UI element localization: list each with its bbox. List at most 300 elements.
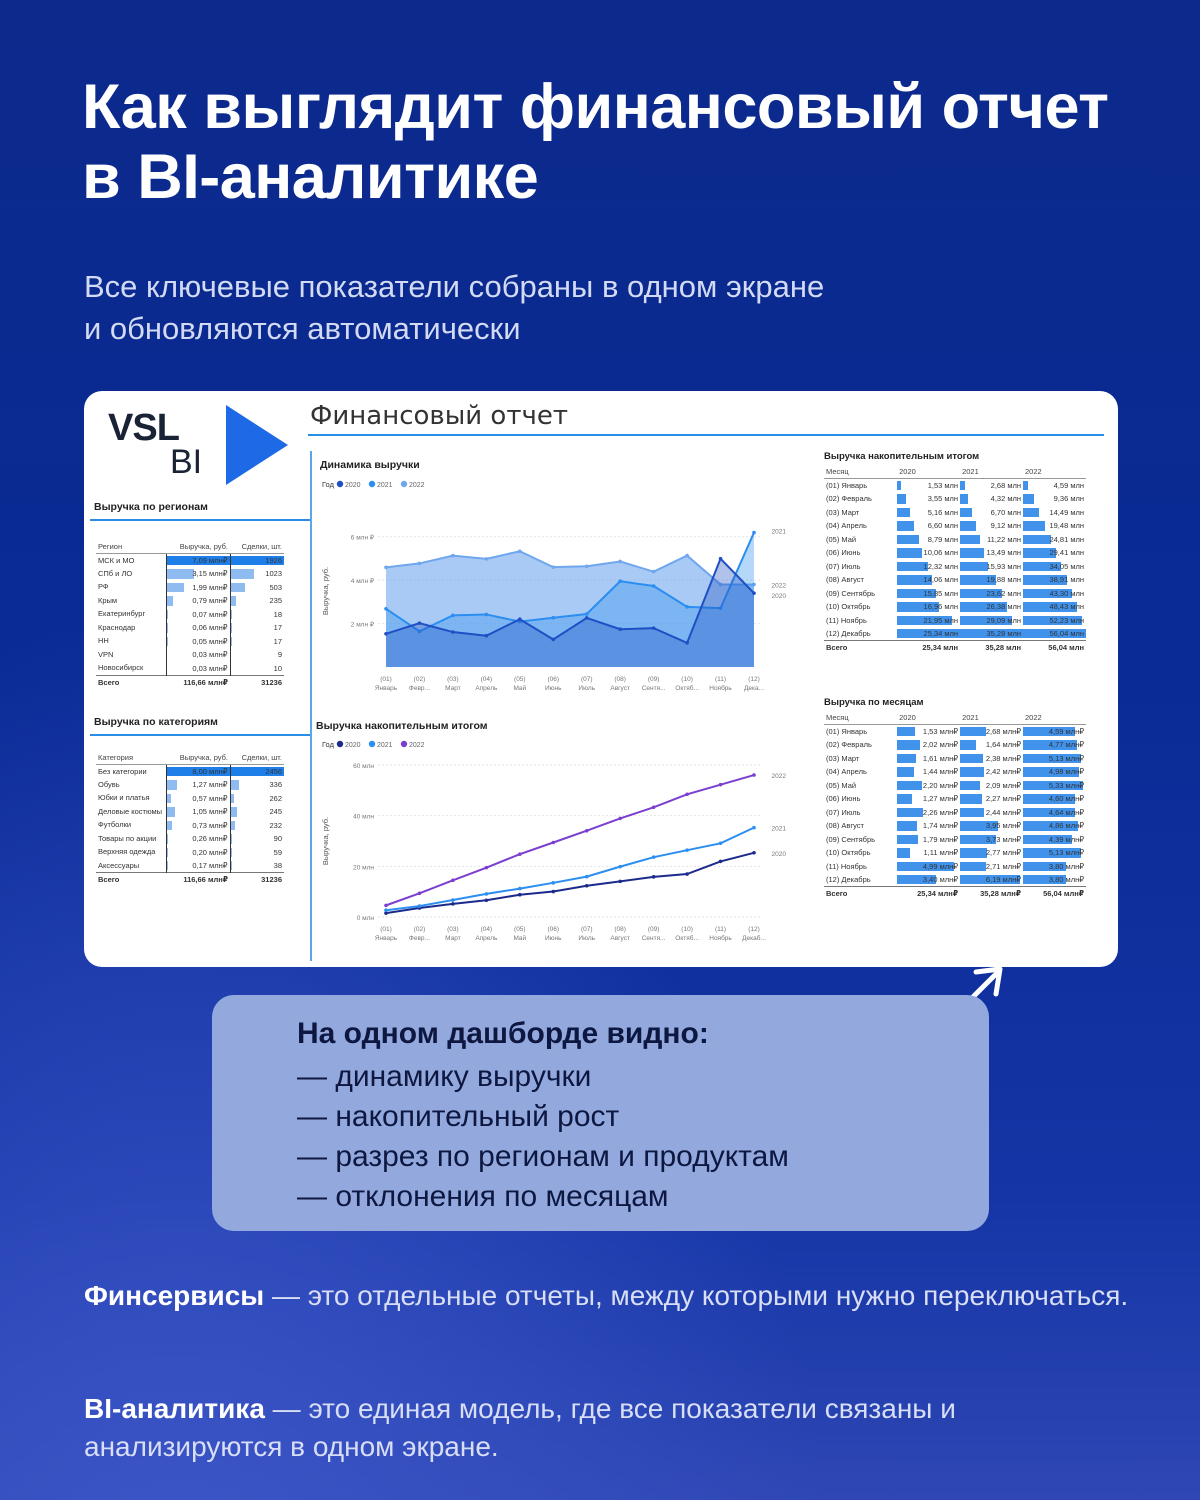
data-point[interactable] (585, 884, 589, 888)
month-label: (01) Январь (826, 727, 868, 736)
legend-label[interactable]: 2021 (377, 482, 393, 489)
data-point[interactable] (485, 557, 489, 561)
x-tick-label: Февр... (408, 935, 430, 942)
page-title-line2: в BI-аналитике (82, 142, 539, 212)
x-tick-number: (01) (380, 926, 392, 933)
data-point[interactable] (618, 579, 622, 583)
value-cell (897, 614, 960, 628)
data-point[interactable] (518, 893, 522, 897)
x-tick-label: Июнь (545, 685, 562, 692)
data-point[interactable] (685, 641, 689, 645)
legend-marker (401, 481, 407, 487)
value-bar (960, 848, 987, 858)
value-cell (897, 587, 960, 601)
value-text: 4,39 млн₽ (1048, 834, 1084, 844)
value-bar (897, 808, 923, 818)
value-text: 13,49 млн (986, 548, 1022, 558)
total-value: 35,28 млн₽ (960, 887, 1023, 901)
value-text: 34,05 млн (1049, 561, 1084, 571)
deals-value: 17 (273, 623, 282, 633)
column-header[interactable]: Категория (96, 751, 166, 765)
series-line-2022 (386, 775, 754, 905)
deals-value: 232 (269, 820, 282, 830)
value-text: 1,53 млн₽ (922, 727, 959, 736)
table-row (824, 492, 1086, 506)
data-point[interactable] (551, 616, 555, 620)
page-title-line1: Как выглядит финансовый отчет (82, 72, 1109, 142)
month-label: (09) Сентябрь (826, 834, 876, 844)
data-point[interactable] (451, 630, 455, 634)
value-bar (897, 727, 915, 736)
month-label: (12) Декабрь (826, 629, 871, 638)
data-point[interactable] (518, 549, 522, 553)
legend-marker (369, 741, 375, 747)
revenue-bar (167, 623, 168, 633)
column-header[interactable]: Месяц (824, 465, 897, 479)
column-header[interactable]: Сделки, шт. (230, 751, 284, 765)
column-header[interactable]: 2022 (1023, 711, 1086, 725)
logo-text-vsl: VSL (108, 407, 179, 449)
data-point[interactable] (652, 584, 656, 588)
value-cell (960, 533, 1023, 547)
row-label: Крым (98, 595, 118, 605)
value-text: 3,55 млн (927, 494, 959, 504)
deals-cell (230, 594, 284, 608)
x-tick-label: Дека... (743, 685, 765, 692)
total-value: 25,34 млн₽ (897, 887, 960, 901)
data-point[interactable] (585, 564, 589, 568)
cumulative-table (824, 465, 1086, 654)
column-header[interactable]: 2021 (960, 711, 1023, 725)
data-point[interactable] (451, 898, 455, 902)
value-cell (897, 573, 960, 587)
data-point[interactable] (518, 852, 522, 856)
column-header[interactable]: 2020 (897, 465, 960, 479)
data-point[interactable] (418, 621, 422, 625)
data-point[interactable] (652, 875, 656, 879)
total-revenue: 116,66 млн₽ (166, 675, 230, 689)
summary-callout (212, 995, 989, 1231)
value-cell (1023, 519, 1086, 533)
table-row (96, 805, 284, 819)
data-point[interactable] (384, 904, 388, 908)
data-point[interactable] (685, 848, 689, 852)
table-row (96, 832, 284, 846)
deals-cell (230, 805, 284, 819)
deals-value: 90 (273, 834, 282, 844)
y-axis-label: Выручка, руб. (321, 816, 330, 866)
data-point[interactable] (551, 881, 555, 885)
row-label: РФ (98, 582, 109, 592)
value-text: 19,48 млн (1049, 521, 1084, 531)
data-point[interactable] (618, 865, 622, 869)
value-text: 2,68 млн (990, 481, 1022, 490)
data-point[interactable] (719, 783, 723, 787)
row-label: Верхняя одежда (98, 847, 156, 857)
value-text: 48,43 млн (1049, 602, 1084, 612)
total-row (96, 675, 284, 689)
deals-value: 336 (269, 780, 282, 790)
callout-list (297, 1057, 789, 1217)
report-title: Финансовый отчет (310, 401, 568, 431)
data-point[interactable] (752, 826, 756, 830)
data-point[interactable] (652, 626, 656, 630)
month-label: (06) Июнь (826, 794, 861, 804)
table-row (96, 765, 284, 779)
data-point[interactable] (752, 591, 756, 595)
revenue-value: 0,07 млн₽ (192, 609, 228, 619)
deals-cell (230, 819, 284, 833)
cumulative-chart-title: Выручка накопительным итогом (316, 720, 488, 732)
data-point[interactable] (752, 531, 756, 535)
value-bar (960, 521, 976, 531)
deals-value: 262 (269, 793, 282, 803)
data-point[interactable] (551, 638, 555, 642)
revenue-bar (167, 569, 195, 579)
row-label: Без категории (98, 766, 147, 776)
subtitle-line2: и обновляются автоматически (84, 311, 521, 346)
value-cell (960, 506, 1023, 520)
table-row (824, 627, 1086, 641)
legend-label[interactable]: 2020 (345, 742, 361, 749)
y-tick-label: 4 млн ₽ (350, 578, 374, 586)
table-row (96, 859, 284, 873)
total-label: Всего (96, 873, 166, 887)
table-row (824, 833, 1086, 847)
x-tick-number: (04) (480, 676, 493, 683)
series-end-label: 2022 (771, 773, 786, 781)
callout-item: — отклонения по месяцам (297, 1180, 669, 1213)
categories-table (96, 751, 284, 886)
regions-table (96, 540, 284, 689)
table-row (824, 479, 1086, 493)
column-header[interactable]: Месяц (824, 711, 897, 725)
column-header[interactable]: 2022 (1023, 465, 1086, 479)
x-tick-number: (03) (447, 926, 459, 933)
revenue-cell (166, 554, 230, 568)
data-point[interactable] (752, 851, 756, 855)
row-label: Футболки (98, 820, 132, 830)
deals-value: 503 (269, 582, 282, 592)
value-cell (960, 560, 1023, 574)
deals-cell (230, 648, 284, 662)
revenue-value: 0,73 млн₽ (192, 820, 228, 830)
value-cell (960, 479, 1023, 493)
legend-title: Год (322, 740, 334, 749)
value-bar (960, 781, 980, 791)
total-deals: 31236 (230, 675, 284, 689)
value-text: 9,12 млн (990, 521, 1022, 531)
x-tick-number: (11) (715, 676, 727, 683)
revenue-cell (166, 567, 230, 581)
value-text: 3,95 млн₽ (985, 821, 1022, 831)
data-point[interactable] (719, 557, 723, 561)
data-point[interactable] (685, 872, 689, 876)
data-point[interactable] (518, 887, 522, 891)
x-tick-label: Июль (578, 685, 596, 692)
row-label: VPN (98, 649, 114, 659)
x-tick-number: (05) (514, 926, 526, 933)
value-text: 5,16 млн (927, 507, 959, 517)
deals-value: 59 (273, 847, 282, 857)
value-cell (960, 873, 1023, 887)
total-row (96, 873, 284, 887)
revenue-bar (167, 807, 175, 817)
value-cell (960, 765, 1023, 779)
data-point[interactable] (518, 617, 522, 621)
regions-title-underline (90, 519, 310, 521)
value-cell (960, 752, 1023, 766)
row-label: НН (98, 636, 109, 646)
data-point[interactable] (618, 817, 622, 821)
x-tick-label: Январь (374, 935, 398, 942)
value-cell (960, 725, 1023, 739)
x-tick-label: Апрель (475, 685, 498, 692)
value-bar (960, 508, 972, 518)
value-cell (960, 819, 1023, 833)
value-cell (897, 806, 960, 820)
row-label: СПб и ЛО (98, 568, 133, 578)
data-point[interactable] (384, 566, 388, 570)
data-point[interactable] (384, 632, 388, 636)
data-point[interactable] (585, 616, 589, 620)
value-cell (960, 860, 1023, 874)
data-point[interactable] (719, 842, 723, 846)
data-point[interactable] (451, 878, 455, 882)
value-bar (960, 740, 976, 750)
deals-value: 1023 (265, 569, 282, 579)
value-bar (897, 781, 922, 791)
deals-bar (231, 780, 240, 790)
finservices-text: — это отдельные отчеты, между которыми нужно переключаться. (264, 1280, 1129, 1311)
callout-item: — разрез по регионам и продуктам (297, 1140, 789, 1173)
series-end-label: 2020 (771, 593, 786, 601)
deals-cell (230, 621, 284, 635)
table-row (824, 560, 1086, 574)
data-point[interactable] (618, 880, 622, 884)
value-cell (897, 860, 960, 874)
play-icon (226, 405, 288, 485)
value-bar (897, 835, 917, 845)
bi-term: BI-аналитика (84, 1393, 265, 1424)
deals-cell (230, 567, 284, 581)
y-tick-label: 6 млн ₽ (350, 534, 374, 542)
column-header[interactable]: Выручка, руб. (166, 751, 230, 765)
value-cell (1023, 600, 1086, 614)
revenue-cell (166, 648, 230, 662)
data-point[interactable] (451, 554, 455, 558)
data-point[interactable] (618, 560, 622, 564)
data-point[interactable] (485, 634, 489, 638)
monthly-table (824, 711, 1086, 900)
data-point[interactable] (384, 908, 388, 912)
logo-text-bi: BI (170, 443, 203, 481)
value-cell (1023, 752, 1086, 766)
data-point[interactable] (618, 627, 622, 631)
value-cell (897, 600, 960, 614)
data-point[interactable] (652, 570, 656, 574)
value-text: 1,44 млн₽ (922, 767, 959, 777)
x-tick-number: (09) (647, 676, 660, 683)
table-row (96, 778, 284, 792)
table-row (824, 600, 1086, 614)
value-cell (1023, 573, 1086, 587)
data-point[interactable] (485, 898, 489, 902)
deals-cell (230, 765, 284, 779)
data-point[interactable] (485, 613, 489, 617)
data-point[interactable] (551, 841, 555, 845)
data-point[interactable] (585, 612, 589, 616)
revenue-value: 0,03 млн₽ (192, 650, 228, 660)
value-bar (960, 535, 980, 545)
revenue-value: 8,00 млн₽ (192, 767, 228, 776)
value-cell (1023, 627, 1086, 641)
data-point[interactable] (752, 773, 756, 777)
legend-label[interactable]: 2020 (345, 482, 361, 489)
data-point[interactable] (585, 829, 589, 833)
finservices-term: Финсервисы (84, 1280, 265, 1311)
deals-cell (230, 581, 284, 595)
value-text: 8,79 млн (927, 534, 959, 544)
month-label: (05) Май (826, 534, 857, 544)
month-label: (02) Февраль (826, 494, 872, 504)
value-cell (897, 479, 960, 493)
value-cell (960, 614, 1023, 628)
row-label: МСК и МО (98, 555, 135, 565)
legend-label[interactable]: 2022 (409, 482, 425, 489)
x-tick-number: (02) (413, 926, 426, 933)
table-row (96, 792, 284, 806)
data-point[interactable] (384, 607, 388, 611)
month-label: (04) Апрель (826, 521, 867, 531)
value-text: 52,23 млн (1049, 615, 1084, 625)
report-title-underline (308, 434, 1104, 436)
table-row (824, 738, 1086, 752)
data-point[interactable] (485, 866, 489, 870)
data-point[interactable] (418, 562, 422, 566)
data-point[interactable] (719, 860, 723, 864)
data-point[interactable] (551, 890, 555, 894)
value-cell (1023, 833, 1086, 847)
value-text: 10,06 млн (923, 548, 959, 558)
x-tick-label: Март (445, 935, 461, 942)
x-tick-label: Ноябрь (709, 935, 732, 942)
legend-label[interactable]: 2021 (377, 742, 393, 749)
revenue-value: 0,05 млн₽ (192, 636, 228, 646)
column-header[interactable]: 2020 (897, 711, 960, 725)
x-tick-label: Март (445, 685, 461, 692)
value-cell (960, 627, 1023, 641)
table-row (96, 819, 284, 833)
deals-cell (230, 662, 284, 676)
table-row (96, 662, 284, 676)
month-label: (07) Июль (826, 807, 861, 817)
value-bar (897, 548, 922, 558)
value-text: 3,80 млн₽ (1048, 861, 1084, 871)
data-point[interactable] (418, 904, 422, 908)
value-text: 2,27 млн₽ (985, 794, 1022, 804)
data-point[interactable] (551, 565, 555, 569)
value-text: 3,40 млн₽ (922, 875, 959, 884)
value-bar (897, 794, 912, 804)
data-point[interactable] (685, 793, 689, 797)
value-bar (960, 794, 982, 804)
total-row (824, 887, 1086, 901)
data-point[interactable] (418, 891, 422, 895)
month-label: (08) Август (826, 575, 864, 585)
dashboard-screenshot (84, 391, 1118, 967)
data-point[interactable] (585, 875, 589, 879)
legend-label[interactable]: 2022 (409, 742, 425, 749)
revenue-cell (166, 819, 230, 833)
value-cell (960, 738, 1023, 752)
data-point[interactable] (451, 614, 455, 618)
cumulative-revenue-chart (316, 735, 798, 957)
table-row (824, 873, 1086, 887)
data-point[interactable] (685, 554, 689, 558)
column-header[interactable]: Выручка, руб. (166, 540, 230, 554)
revenue-bar (167, 596, 174, 606)
table-row (824, 860, 1086, 874)
value-text: 2,09 млн₽ (985, 780, 1022, 790)
value-bar (897, 481, 901, 490)
table-row (96, 581, 284, 595)
value-bar (1023, 481, 1028, 490)
column-header[interactable]: 2021 (960, 465, 1023, 479)
legend-marker (337, 741, 343, 747)
deals-cell (230, 635, 284, 649)
total-value: 56,04 млн₽ (1023, 887, 1086, 901)
value-text: 15,93 млн (986, 561, 1022, 571)
table-row (96, 554, 284, 568)
value-text: 12,32 млн (923, 561, 959, 571)
value-bar (897, 754, 915, 764)
value-text: 1,74 млн₽ (922, 821, 959, 831)
revenue-value: 0,06 млн₽ (192, 623, 228, 633)
data-point[interactable] (685, 605, 689, 609)
table-row (824, 779, 1086, 793)
value-cell (897, 546, 960, 560)
left-divider (310, 451, 312, 961)
x-tick-label: Сентя... (641, 685, 666, 692)
column-header[interactable]: Сделки, шт. (230, 540, 284, 554)
table-header-row (96, 751, 284, 765)
y-tick-label: 0 млн (356, 915, 374, 922)
column-header[interactable]: Регион (96, 540, 166, 554)
revenue-value: 1,05 млн₽ (192, 807, 228, 817)
data-point[interactable] (652, 855, 656, 859)
x-tick-label: Декаб... (742, 935, 766, 942)
total-label: Всего (824, 641, 897, 655)
data-point[interactable] (652, 806, 656, 810)
value-cell (1023, 792, 1086, 806)
revenue-value: 0,57 млн₽ (192, 793, 228, 803)
value-text: 1,53 млн (927, 481, 959, 490)
data-point[interactable] (451, 902, 455, 906)
data-point[interactable] (485, 892, 489, 896)
cumulative-table-title: Выручка накопительным итогом (824, 451, 980, 462)
revenue-cell (166, 594, 230, 608)
value-bar (960, 494, 968, 504)
value-text: 14,49 млн (1049, 507, 1084, 517)
value-bar (1023, 535, 1051, 545)
deals-cell (230, 792, 284, 806)
x-tick-label: Июнь (545, 935, 562, 942)
revenue-value: 0,79 млн₽ (192, 596, 228, 606)
value-bar (897, 848, 910, 858)
x-tick-label: Май (513, 685, 527, 692)
value-cell (1023, 765, 1086, 779)
